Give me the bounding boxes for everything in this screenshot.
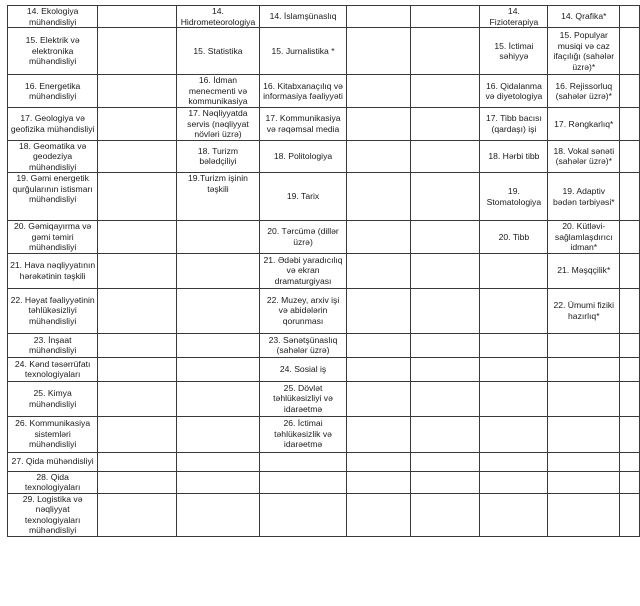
table-cell [480, 381, 548, 416]
table-cell: 23. Sənətşünaslıq (sahələr üzrə) [259, 333, 346, 357]
table-cell: 20. Gəmiqayırma və gəmi təmiri mühəndisliyi [8, 221, 98, 254]
table-cell [347, 493, 411, 536]
table-row [8, 493, 640, 536]
table-cell: 16. İdman menecmenti və kommunikasiya [177, 75, 260, 108]
table-cell [620, 493, 640, 536]
table-cell [347, 333, 411, 357]
table-cell: 15. Populyar musiqi və caz ifaçılığı (sahələr üzrə)* [548, 28, 620, 75]
table-cell [411, 416, 480, 452]
table-cell: 28. Qida texnologiyaları [8, 471, 98, 493]
table-cell: 25. Kimya mühəndisliyi [8, 381, 98, 416]
table-cell [411, 108, 480, 141]
table-cell: 17. Geologiya və geofizika mühəndisliyi [8, 108, 98, 141]
table-cell [411, 75, 480, 108]
table-cell: 16. Energetika mühəndisliyi [8, 75, 98, 108]
table-cell: 15. Jurnalistika * [259, 28, 346, 75]
table-cell: 15. Elektrik və elektronika mühəndisliyi [8, 28, 98, 75]
table-cell [411, 28, 480, 75]
table-cell [411, 288, 480, 333]
table-cell [98, 333, 177, 357]
table-cell [98, 357, 177, 381]
table-cell: 17. Kommunikasiya və rəqəmsal media [259, 108, 346, 141]
table-cell [411, 333, 480, 357]
table-cell [177, 381, 260, 416]
table-cell [548, 381, 620, 416]
table-cell: 14. Hidrometeorologiya [177, 6, 260, 28]
table-cell [98, 108, 177, 141]
table-cell [98, 471, 177, 493]
table-cell [347, 28, 411, 75]
table-cell: 14. Fizioterapiya [480, 6, 548, 28]
table-cell [98, 288, 177, 333]
table-cell [620, 140, 640, 173]
table-cell [177, 452, 260, 471]
table-cell [347, 357, 411, 381]
table-cell [259, 471, 346, 493]
table-cell [411, 381, 480, 416]
table-cell: 18. Geomatika və geodeziya mühəndisliyi [8, 140, 98, 173]
table-cell [620, 253, 640, 288]
table-cell [620, 288, 640, 333]
table-row [8, 381, 640, 416]
table-cell [480, 416, 548, 452]
table-cell [620, 108, 640, 141]
table-row [8, 140, 640, 173]
table-row [8, 333, 640, 357]
table-cell: 19. Gəmi energetik qurğularının istismarı mühəndisliyi [8, 173, 98, 221]
table-cell [548, 493, 620, 536]
table-cell [177, 253, 260, 288]
table-cell: 21. Məşqçilik* [548, 253, 620, 288]
table-cell [347, 75, 411, 108]
table-cell [259, 493, 346, 536]
table-cell [480, 253, 548, 288]
table-cell: 19. Adaptiv bədən tərbiyəsi* [548, 173, 620, 221]
table-row [8, 108, 640, 141]
table-cell [98, 452, 177, 471]
table-cell [177, 416, 260, 452]
specialties-table [7, 5, 640, 537]
table-cell [620, 452, 640, 471]
table-cell [411, 357, 480, 381]
table-cell: 14. İslamşünaslıq [259, 6, 346, 28]
table-cell [347, 416, 411, 452]
table-cell [347, 108, 411, 141]
table-cell [620, 357, 640, 381]
table-cell [177, 493, 260, 536]
table-cell [620, 6, 640, 28]
table-cell: 24. Sosial iş [259, 357, 346, 381]
table-cell [177, 221, 260, 254]
table-cell: 20. Tərcümə (dillər üzrə) [259, 221, 346, 254]
table-cell: 14. Qrafika* [548, 6, 620, 28]
table-cell: 22. Muzey, arxiv işi və abidələrin qorunması [259, 288, 346, 333]
table-cell: 19. Stomatologiya [480, 173, 548, 221]
table-cell: 27. Qida mühəndisliyi [8, 452, 98, 471]
table-cell [98, 28, 177, 75]
table-cell [480, 493, 548, 536]
table-row [8, 253, 640, 288]
table-cell [620, 471, 640, 493]
table-cell: 18. Politologiya [259, 140, 346, 173]
table-cell [98, 416, 177, 452]
table-row [8, 416, 640, 452]
table-cell [98, 493, 177, 536]
table-cell: 16. Kitabxanaçılıq və informasiya fəaliyyəti [259, 75, 346, 108]
table-cell: 25. Dövlət təhlükəsizliyi və idarəetmə [259, 381, 346, 416]
table-cell [480, 288, 548, 333]
table-cell [177, 288, 260, 333]
table-cell [411, 471, 480, 493]
table-cell: 26. İctimai təhlükəsizlik və idarəetmə [259, 416, 346, 452]
table-cell: 21. Hava nəqliyyatının hərəkətinin təşkili [8, 253, 98, 288]
table-cell [347, 381, 411, 416]
table-cell: 24. Kənd təsərrüfatı texnologiyaları [8, 357, 98, 381]
table-cell: 14. Ekologiya mühəndisliyi [8, 6, 98, 28]
table-cell: 17. Nəqliyyatda servis (nəqliyyat növləri üzrə) [177, 108, 260, 141]
table-cell [411, 173, 480, 221]
table-row [8, 173, 640, 221]
table-cell [620, 221, 640, 254]
table-cell [620, 333, 640, 357]
table-cell [480, 333, 548, 357]
table-cell [548, 333, 620, 357]
table-cell [411, 221, 480, 254]
table-cell [347, 221, 411, 254]
table-cell [347, 471, 411, 493]
table-cell [177, 333, 260, 357]
table-cell: 23. İnşaat mühəndisliyi [8, 333, 98, 357]
table-cell: 18. Turizm bələdçiliyi [177, 140, 260, 173]
table-cell [480, 357, 548, 381]
table-row [8, 75, 640, 108]
table-cell: 20. Kütləvi-sağlamlaşdırıcı idman* [548, 221, 620, 254]
table-cell [620, 381, 640, 416]
table-cell: 18. Hərbi tibb [480, 140, 548, 173]
table-cell [548, 471, 620, 493]
table-cell: 22. Ümumi fiziki hazırlıq* [548, 288, 620, 333]
table-cell: 17. Rəngkarlıq* [548, 108, 620, 141]
table-cell [620, 416, 640, 452]
table-cell [347, 253, 411, 288]
table-row [8, 288, 640, 333]
table-cell: 18. Vokal sənəti (sahələr üzrə)* [548, 140, 620, 173]
table-cell [548, 416, 620, 452]
table-row [8, 471, 640, 493]
table-cell: 19. Tarix [259, 173, 346, 221]
table-cell: 26. Kommunikasiya sistemləri mühəndisliyi [8, 416, 98, 452]
table-cell [177, 471, 260, 493]
table-cell: 19.Turizm işinin təşkili [177, 173, 260, 221]
table-cell [98, 6, 177, 28]
table-cell [98, 173, 177, 221]
table-cell [347, 173, 411, 221]
table-cell [98, 253, 177, 288]
table-cell [98, 140, 177, 173]
table-row [8, 452, 640, 471]
table-cell [347, 452, 411, 471]
table-cell: 17. Tibb bacısı (qardaşı) işi [480, 108, 548, 141]
table-cell [480, 452, 548, 471]
table-cell [480, 471, 548, 493]
table-cell: 22. Həyat fəaliyyətinin təhlükəsizliyi mühəndisliyi [8, 288, 98, 333]
table-row [8, 221, 640, 254]
table-cell [411, 493, 480, 536]
table-cell [411, 140, 480, 173]
table-cell [411, 253, 480, 288]
table-row [8, 28, 640, 75]
table-cell: 15. Statistika [177, 28, 260, 75]
table-cell [620, 75, 640, 108]
table-cell [347, 288, 411, 333]
table-cell [98, 381, 177, 416]
table-cell [347, 140, 411, 173]
table-cell [411, 452, 480, 471]
table-cell: 16. Rejissorluq (sahələr üzrə)* [548, 75, 620, 108]
table-cell [177, 357, 260, 381]
table-cell: 29. Logistika və nəqliyyat texnologiyaları mühəndisliyi [8, 493, 98, 536]
table-cell: 20. Tibb [480, 221, 548, 254]
table-cell: 15. İctimai səhiyyə [480, 28, 548, 75]
table-cell [98, 75, 177, 108]
table-cell [98, 221, 177, 254]
table-cell [620, 173, 640, 221]
table-row [8, 357, 640, 381]
table-cell [620, 28, 640, 75]
table-cell: 16. Qidalanma və diyetologiya [480, 75, 548, 108]
table-cell [548, 452, 620, 471]
table-cell [347, 6, 411, 28]
table-cell [259, 452, 346, 471]
table-row [8, 6, 640, 28]
table-cell: 21. Ədəbi yaradıcılıq və ekran dramaturgiyası [259, 253, 346, 288]
table-cell [548, 357, 620, 381]
table-cell [411, 6, 480, 28]
